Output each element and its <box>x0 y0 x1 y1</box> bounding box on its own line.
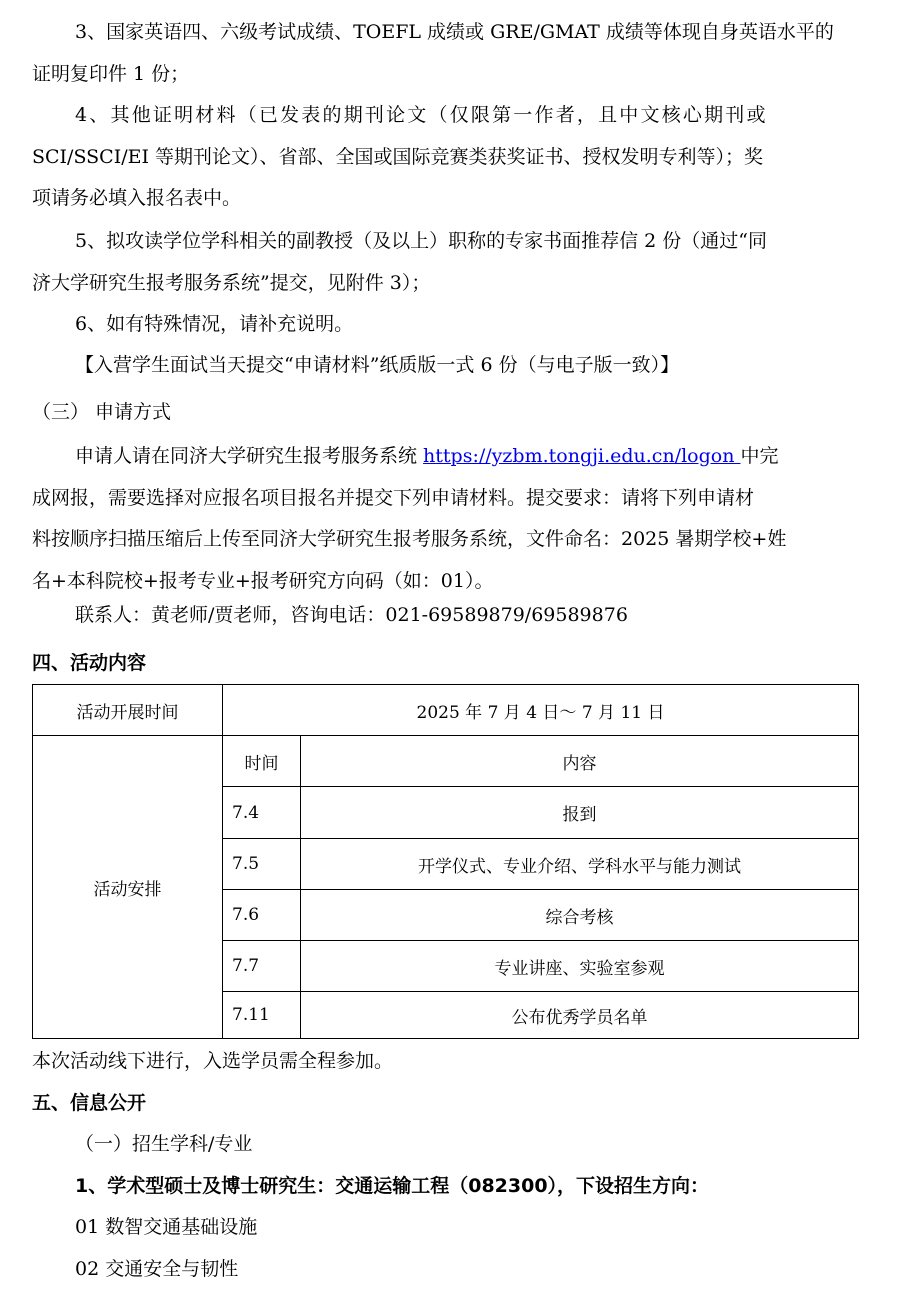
method-line1-pre: 申请人请在同济大学研究生报考服务系统 <box>75 445 424 467</box>
section4-heading: 四、活动内容 <box>32 652 147 674</box>
subsection-heading: （一）招生学科/专业 <box>75 1133 253 1155</box>
submission-note: 【入营学生面试当天提交“申请材料”纸质版一式 6 份（与电子版一致）】 <box>75 354 680 376</box>
row-content: 综合考核 <box>301 890 859 941</box>
time-value-cell: 2025 年 7 月 4 日～ 7 月 11 日 <box>223 685 859 736</box>
row-content: 开学仪式、专业介绍、学科水平与能力测试 <box>301 839 859 890</box>
time-label-cell: 活动开展时间 <box>33 685 223 736</box>
direction-item: 02 交通安全与韧性 <box>75 1258 239 1280</box>
direction-item: 01 数智交通基础设施 <box>75 1216 258 1238</box>
row-date: 7.5 <box>223 839 301 890</box>
program-item: 1、学术型硕士及博士研究生：交通运输工程（082300），下设招生方向： <box>75 1175 710 1197</box>
registration-link[interactable]: https://yzbm.tongji.edu.cn/logon <box>423 445 741 467</box>
method-line1 <box>75 444 779 468</box>
row-date: 7.11 <box>223 992 301 1039</box>
item4-line1: 4、其他证明材料（已发表的期刊论文（仅限第一作者，且中文核心期刊或 <box>75 104 768 126</box>
row-date: 7.6 <box>223 890 301 941</box>
row-date: 7.4 <box>223 787 301 839</box>
activity-footnote: 本次活动线下进行，入选学员需全程参加。 <box>32 1050 394 1072</box>
table-row <box>33 736 859 787</box>
table-row <box>33 685 859 736</box>
method-line1-post: 中完 <box>740 445 779 467</box>
row-date: 7.7 <box>223 941 301 992</box>
item3-line1: 3、国家英语四、六级考试成绩、TOEFL 成绩或 GRE/GMAT 成绩等体现自身英语水平的 <box>75 21 834 43</box>
col-time-header: 时间 <box>223 736 301 787</box>
method-line4: 名+本科院校+报考专业+报考研究方向码（如：01）。 <box>32 570 494 592</box>
row-content: 专业讲座、实验室参观 <box>301 941 859 992</box>
item5-line1: 5、拟攻读学位学科相关的副教授（及以上）职称的专家书面推荐信 2 份（通过“同 <box>75 230 767 252</box>
method-line3: 料按顺序扫描压缩后上传至同济大学研究生报考服务系统，文件命名：2025 暑期学校+姓 <box>32 528 787 550</box>
item4-line2: SCI/SSCI/EI 等期刊论文）、省部、全国或国际竞赛类获奖证书、授权发明专利等）；奖 <box>32 146 764 168</box>
arrange-label-cell: 活动安排 <box>33 736 223 1039</box>
col-content-header: 内容 <box>301 736 859 787</box>
item6: 6、如有特殊情况，请补充说明。 <box>75 313 354 335</box>
activity-table <box>32 684 859 1039</box>
item5-line2: 济大学研究生报考服务系统”提交，见附件 3）； <box>32 272 431 294</box>
item3-line2: 证明复印件 1 份； <box>32 63 190 85</box>
section5-heading: 五、信息公开 <box>32 1092 147 1114</box>
method-heading: （三） 申请方式 <box>32 401 172 423</box>
row-content: 报到 <box>301 787 859 839</box>
method-line2: 成网报，需要选择对应报名项目报名并提交下列申请材料。提交要求：请将下列申请材 <box>32 487 755 509</box>
row-content: 公布优秀学员名单 <box>301 992 859 1039</box>
contact-info: 联系人：黄老师/贾老师，咨询电话：021-69589879/69589876 <box>75 604 628 626</box>
item4-line3: 项请务必填入报名表中。 <box>32 187 242 209</box>
